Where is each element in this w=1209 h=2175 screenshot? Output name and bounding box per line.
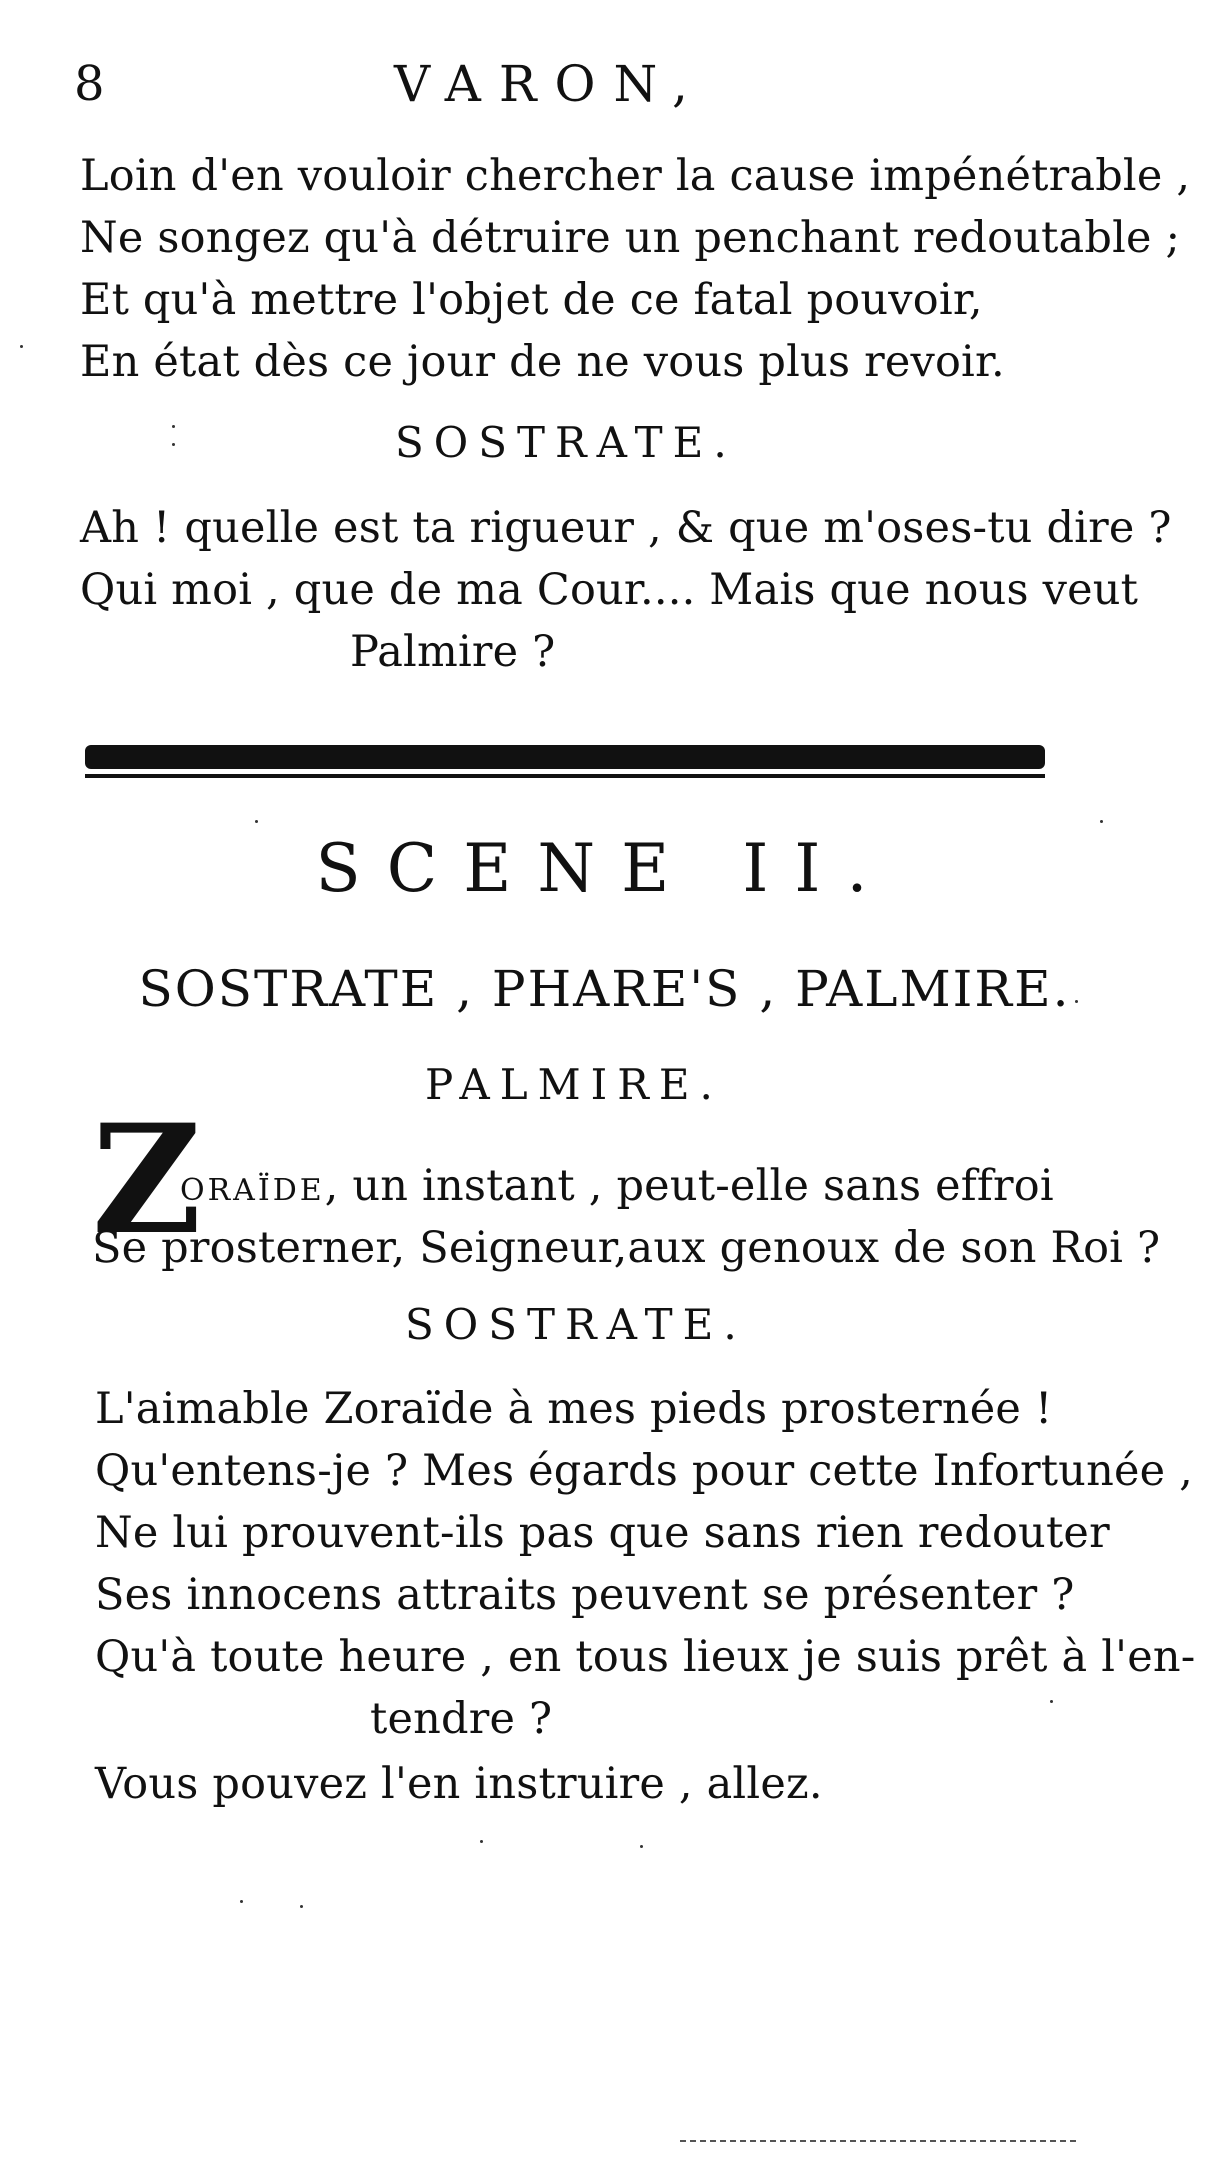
print-speck [1075,1000,1078,1003]
verse-line: L'aimable Zoraïde à mes pieds prosternée ! [95,1384,1053,1434]
verse-line: En état dès ce jour de ne vous plus revoir. [80,337,1005,387]
verse-line: Se prosterner, Seigneur,aux genoux de son Roi ? [92,1223,1161,1273]
character-name: oraïde [180,1161,325,1211]
verse-line: Qu'à toute heure , en tous lieux je suis prêt à l'en- [95,1632,1196,1682]
page-number: 8 [74,56,105,112]
verse-line: Ne songez qu'à détruire un penchant redoutable ; [80,213,1181,263]
verse-line: Ah ! quelle est ta rigueur , & que m'oses-tu dire ? [80,503,1172,553]
verse-line: Vous pouvez l'en instruire , allez. [95,1759,823,1809]
verse-text: , un instant , peut-elle sans effroi [324,1161,1054,1211]
verse-line [180,1160,1054,1212]
verse-line: Qu'entens-je ? Mes égards pour cette Infortunée , [95,1446,1194,1496]
page-header [74,55,1084,128]
print-speck [480,1840,483,1843]
footer-dotted-rule [680,2140,1080,2142]
verse-line: Ses innocens attraits peuvent se présenter ? [95,1570,1075,1620]
scene-cast: SOSTRATE , PHARE'S , PALMIRE. [138,960,1071,1018]
speaker-name: SOSTRATE. [395,418,737,467]
print-speck [20,345,23,348]
verse-line: Loin d'en vouloir chercher la cause impénétrable , [80,151,1191,201]
print-speck [1100,820,1103,823]
print-speck [640,1845,643,1848]
verse-line-continuation: tendre ? [370,1694,553,1744]
verse-line-continuation: Palmire ? [350,627,556,677]
print-speck [300,1905,303,1908]
verse-line: Et qu'à mettre l'objet de ce fatal pouvoir, [80,275,983,325]
print-speck [1050,1700,1053,1703]
running-title: VARON, [394,55,706,113]
print-speck [172,443,175,446]
scene-title: SCENE II. [315,830,894,907]
verse-line: Ne lui prouvent-ils pas que sans rien redouter [95,1508,1110,1558]
speaker-name: PALMIRE. [425,1060,723,1109]
print-speck [240,1900,243,1903]
scene-divider-rule [85,745,1045,778]
print-speck [172,425,175,428]
print-speck [255,820,258,823]
speaker-name: SOSTRATE. [405,1300,747,1349]
drop-cap: Z [92,1092,202,1268]
verse-line: Qui moi , que de ma Cour.... Mais que nous veut [80,565,1139,615]
